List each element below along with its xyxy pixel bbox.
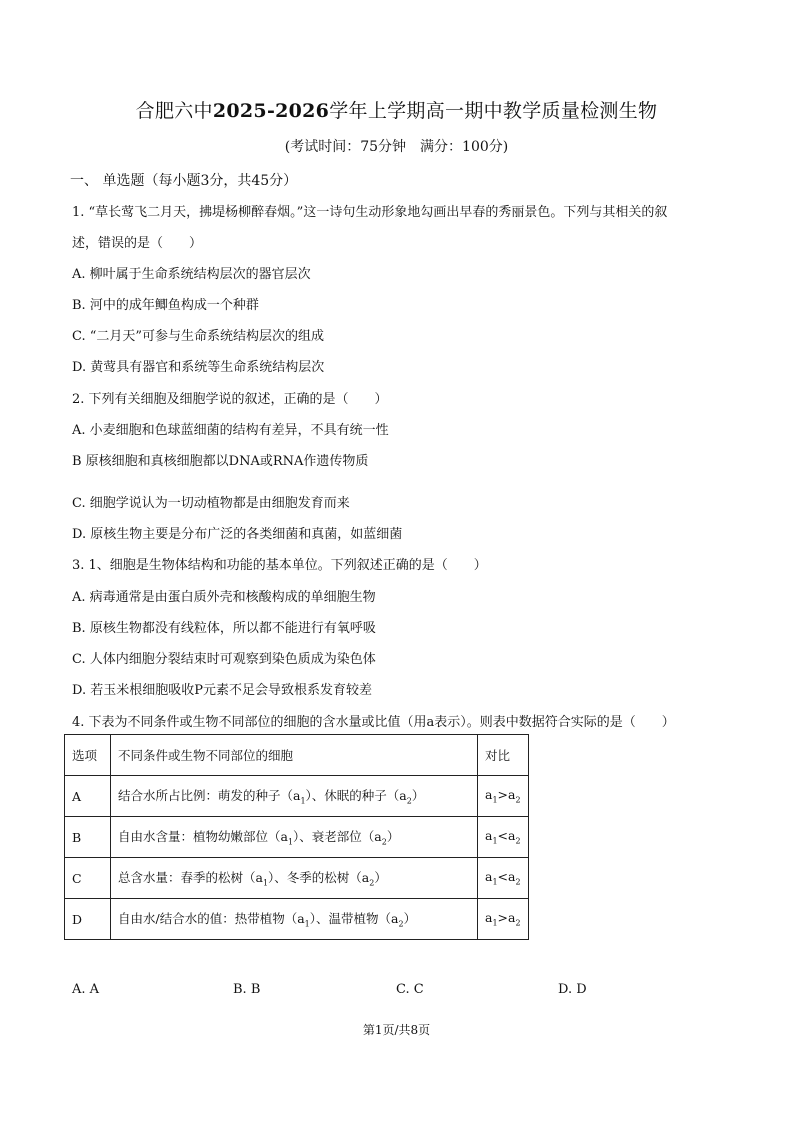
table-row xyxy=(65,776,529,817)
question-1-stem-line2: 述，错误的是（ ） xyxy=(72,236,203,251)
condition-text: ） xyxy=(374,870,387,886)
question-1-option-d: D. 黄莺具有器官和系统等生命系统结构层次 xyxy=(72,360,325,375)
water-content-table xyxy=(64,734,529,940)
compare-sign: < xyxy=(497,869,509,885)
question-4-stem: 4. 下表为不同条件或生物不同部位的细胞的含水量或比值（用a表示）。则表中数据符合实际的是（ ） xyxy=(72,715,675,730)
page-number: 第1页/共8页 xyxy=(362,1023,431,1037)
condition-text: 结合水所占比例：萌发的种子（a xyxy=(118,788,301,804)
question-2-option-c: C. 细胞学说认为一切动植物都是由细胞发育而来 xyxy=(72,496,350,511)
table-cell-compare: $a_1>a_2$ xyxy=(478,776,529,817)
table-cell-compare: $a_1<a_2$ xyxy=(478,817,529,858)
table-cell-condition: 自由水含量：植物幼嫩部位$(a_1)$、衰老部位$(a_2)$ xyxy=(111,817,478,858)
question-1-option-c: C. “二月天”可参与生命系统结构层次的组成 xyxy=(72,329,325,344)
question-3-option-d: D. 若玉米根细胞吸收P元素不足会导致根系发育较差 xyxy=(72,683,372,698)
table-cell-compare: $a_1<a_2$ xyxy=(478,858,529,899)
table-cell-option: A xyxy=(65,776,111,817)
table-cell-condition: 自由水/结合水的值：热带植物$(a_1)$、温带植物$(a_2)$ xyxy=(111,899,478,940)
table-cell-condition: 结合水所占比例：萌发的种子$(a_1)$、休眠的种子$(a_2)$ xyxy=(111,776,478,817)
question-4-answer-d: D. D xyxy=(558,982,587,997)
question-1-option-b: B. 河中的成年鲫鱼构成一个种群 xyxy=(72,298,259,313)
question-1-stem-line1: 1. “草长莺飞二月天，拂堤杨柳醉春烟。”这一诗句生动形象地勾画出早春的秀丽景色。下列与其相关的叙 xyxy=(72,205,668,220)
condition-text: ） xyxy=(386,829,400,845)
question-3-option-c: C. 人体内细胞分裂结束时可观察到染色质成为染色体 xyxy=(72,652,376,667)
compare-sign: < xyxy=(497,828,509,844)
exam-info: (考试时间：75分钟 满分：100分) xyxy=(284,139,509,155)
condition-text: ）、冬季的松树（a xyxy=(268,870,370,886)
question-3-option-a: A. 病毒通常是由蛋白质外壳和核酸构成的单细胞生物 xyxy=(72,590,376,605)
condition-text: ） xyxy=(411,788,425,804)
table-header-row xyxy=(65,735,529,776)
title-years: 2025-2026 xyxy=(212,100,330,122)
table-row xyxy=(65,899,529,940)
table-cell-option: D xyxy=(65,899,111,940)
question-2-stem: 2. 下列有关细胞及细胞学说的叙述，正确的是（ ） xyxy=(72,392,388,407)
section-heading: 一、 单选题（每小题3分，共45分） xyxy=(70,173,298,189)
condition-text: 自由水含量：植物幼嫩部位（a xyxy=(118,829,288,845)
question-1-option-a: A. 柳叶属于生命系统结构层次的器官层次 xyxy=(72,267,311,282)
condition-text: 自由水/结合水的值：热带植物（a xyxy=(118,911,305,927)
question-3-stem: 3. 1、细胞是生物体结构和功能的基本单位。下列叙述正确的是（ ） xyxy=(72,558,487,573)
table-row xyxy=(65,858,529,899)
title-prefix: 合肥六中 xyxy=(135,100,213,122)
page-title xyxy=(0,96,793,123)
question-4-answer-c: C. C xyxy=(396,982,424,997)
condition-text: ）、温带植物（a xyxy=(309,911,399,927)
question-4-answer-a: A. A xyxy=(72,982,100,997)
table-header-cell: 对比 xyxy=(478,735,529,776)
compare-sign: > xyxy=(497,910,509,926)
table-header-cell: 选项 xyxy=(65,735,111,776)
table-row xyxy=(65,817,529,858)
table-cell-option: B xyxy=(65,817,111,858)
table-cell-option: C xyxy=(65,858,111,899)
condition-text: 总含水量：春季的松树（a xyxy=(118,870,263,886)
condition-text: ）、休眠的种子（a xyxy=(305,788,407,804)
table-cell-condition: 总含水量：春季的松树$(a_1)$、冬季的松树$(a_2)$ xyxy=(111,858,478,899)
condition-text: ）、衰老部位（a xyxy=(293,829,382,845)
title-suffix: 学年上学期高一期中教学质量检测生物 xyxy=(329,100,658,122)
condition-text: ） xyxy=(403,911,417,927)
question-3-option-b: B. 原核生物都没有线粒体，所以都不能进行有氧呼吸 xyxy=(72,621,376,636)
question-2-option-b: B 原核细胞和真核细胞都以DNA或RNA作遗传物质 xyxy=(72,454,369,469)
question-2-option-a: A. 小麦细胞和色球蓝细菌的结构有差异，不具有统一性 xyxy=(72,423,389,438)
question-4-answer-b: B. B xyxy=(233,982,261,997)
question-2-option-d: D. 原核生物主要是分布广泛的各类细菌和真菌，如蓝细菌 xyxy=(72,527,403,542)
compare-sign: > xyxy=(497,787,509,803)
table-header-cell: 不同条件或生物不同部位的细胞 xyxy=(111,735,478,776)
table-cell-compare: $a_1>a_2$ xyxy=(478,899,529,940)
